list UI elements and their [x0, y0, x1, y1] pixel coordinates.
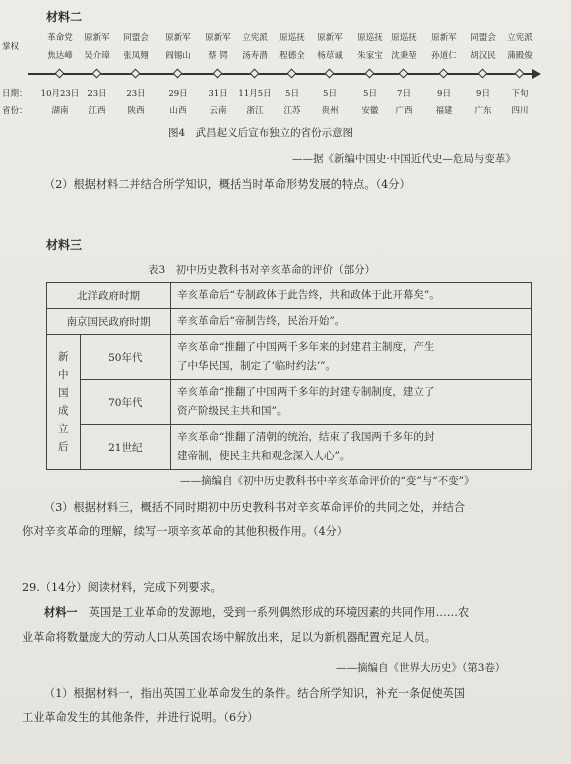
- leader-name: 沈秉堃: [391, 51, 417, 61]
- eval-line: 辛亥革命“推翻了清朝的统治，结束了我国两千多年的封: [177, 431, 435, 443]
- province-name: 江西: [88, 106, 106, 116]
- province-name: 云南: [209, 106, 227, 116]
- province-name: 陕西: [127, 106, 145, 116]
- timeline-date: 5日: [285, 89, 299, 99]
- leader-affiliation: 原新军: [317, 33, 343, 43]
- material-1-source: ——摘编自《世界大历史》（第3卷）: [336, 662, 506, 674]
- table-row: [47, 309, 532, 335]
- timeline-date: 23日: [87, 89, 107, 99]
- leader-name: 汤寿潜: [242, 51, 268, 61]
- table-caption: 表3 初中历史教科书对辛亥革命的评价（部分）: [148, 264, 376, 276]
- leader-affiliation: 原巡抚: [391, 33, 417, 43]
- timeline-diamond-marker: [92, 69, 102, 79]
- era-cell: 北洋政府时期: [47, 283, 171, 309]
- dates-label: 日期：: [2, 89, 28, 99]
- timeline-diamond-marker: [365, 69, 375, 79]
- figure-caption: 图4 武昌起义后宣布独立的省份示意图: [168, 127, 354, 139]
- timeline-date: 11月5日: [238, 89, 272, 99]
- prc-era-char: 国: [58, 387, 69, 399]
- material-1-line-2: 业革命将数量庞大的劳动人口从英国农场中解放出来，足以为新机器配置充足人员。: [22, 631, 436, 644]
- timeline-diamond-marker: [131, 69, 141, 79]
- table-row: [47, 380, 532, 425]
- leader-name: 焦达峰: [47, 51, 73, 61]
- prc-era-char: 后: [58, 441, 69, 453]
- timeline-date: 9日: [437, 89, 451, 99]
- timeline-date: 10月23日: [40, 89, 80, 99]
- prc-era-char: 立: [58, 423, 69, 435]
- leader-name: 蒲殿俊: [507, 51, 533, 61]
- prc-era-char: 中: [58, 369, 69, 381]
- leader-affiliation: 原新军: [431, 33, 457, 43]
- leader-name: 程德全: [279, 51, 305, 61]
- leader-affiliation: 同盟会: [123, 33, 149, 43]
- timeline-date: 23日: [126, 89, 146, 99]
- leader-name: 杨荩诚: [317, 51, 343, 61]
- province-name: 山西: [169, 106, 187, 116]
- timeline-diamond-marker: [439, 69, 449, 79]
- material-1-line-1: [44, 603, 469, 623]
- timeline-diamond-marker: [173, 69, 183, 79]
- timeline-date: 下旬: [511, 89, 529, 99]
- timeline-diamond-marker: [515, 69, 525, 79]
- eval-cell: 辛亥革命后“专制政体于此告终，共和政体于此开幕矣”。: [171, 283, 532, 309]
- province-name: 广东: [474, 106, 492, 116]
- eval-line: 辛亥革命“推翻了中国两千多年来的封建君主制度，产生: [177, 341, 435, 353]
- leader-affiliation: 原新军: [84, 33, 110, 43]
- prc-era-char: 成: [58, 405, 69, 417]
- timeline-date: 31日: [208, 89, 228, 99]
- table-row: [47, 335, 532, 380]
- question-3-line-2: 你对辛亥革命的理解，续写一项辛亥革命的其他积极作用。（4分）: [22, 525, 348, 538]
- evaluation-table: [46, 282, 532, 470]
- leader-name: 阎锡山: [165, 51, 191, 61]
- material-3-title: 材料三: [46, 238, 83, 252]
- leader-name: 吴介璋: [84, 51, 110, 61]
- eval-line: 辛亥革命“推翻了中国两千多年的封建专制制度，建立了: [177, 386, 435, 398]
- province-name: 浙江: [246, 106, 264, 116]
- timeline-date: 5日: [323, 89, 337, 99]
- leader-affiliation: 原新军: [205, 33, 231, 43]
- timeline-diamond-marker: [55, 69, 65, 79]
- timeline-date: 7日: [397, 89, 411, 99]
- decade-cell: 21世纪: [80, 425, 170, 470]
- province-name: 江苏: [283, 106, 301, 116]
- era-cell: 南京国民政府时期: [47, 309, 171, 335]
- timeline-date: 5日: [363, 89, 377, 99]
- timeline-diamond-marker: [250, 69, 260, 79]
- timeline-date: 29日: [168, 89, 188, 99]
- leader-affiliation: 原巡抚: [279, 33, 305, 43]
- question-3-line-1: （3）根据材料三，概括不同时期初中历史教科书对辛亥革命评价的共同之处，并结合: [44, 501, 466, 514]
- provinces-label: 省份：: [2, 106, 28, 116]
- leader-affiliation: 立宪派: [507, 33, 533, 43]
- timeline-diamond-marker: [478, 69, 488, 79]
- timeline-diamond-marker: [287, 69, 297, 79]
- decade-cell: 50年代: [80, 335, 170, 380]
- material-3-source: ——摘编自《初中历史教科书中辛亥革命评价的“变”与“不变”》: [180, 475, 475, 487]
- timeline-arrow-icon: [532, 69, 541, 79]
- decade-cell: 70年代: [80, 380, 170, 425]
- material-1-label: 材料一: [44, 606, 78, 619]
- eval-cell: [171, 380, 532, 425]
- timeline-date: 9日: [476, 89, 490, 99]
- province-name: 福建: [435, 106, 453, 116]
- province-name: 四川: [511, 106, 529, 116]
- eval-cell: [171, 335, 532, 380]
- province-name: 安徽: [361, 106, 379, 116]
- leader-name: 朱家宝: [357, 51, 383, 61]
- leader-affiliation: 革命党: [47, 33, 73, 43]
- question-29-heading: 29.（14分）阅读材料，完成下列要求。: [22, 581, 222, 594]
- timeline-diamond-marker: [399, 69, 409, 79]
- leader-name: 孙道仁: [431, 51, 457, 61]
- eval-cell: [171, 425, 532, 470]
- timeline-diamond-marker: [325, 69, 335, 79]
- prc-era-char: 新: [58, 351, 69, 363]
- table-row: [47, 425, 532, 470]
- timeline-row-label: 掌权: [2, 42, 20, 52]
- material-2-title: 材料二: [46, 10, 83, 24]
- province-name: 湖南: [51, 106, 69, 116]
- province-name: 贵州: [321, 106, 339, 116]
- timeline-axis: [28, 73, 536, 75]
- leader-affiliation: 立宪派: [242, 33, 268, 43]
- question-29-1-line-2: 工业革命发生的其他条件，并进行说明。（6分）: [22, 711, 259, 724]
- material-1-text: 英国是工业革命的发源地，受到一系列偶然形成的环境因素的共同作用……农: [77, 606, 470, 619]
- leader-name: 张凤翙: [123, 51, 149, 61]
- question-2: （2）根据材料二并结合所学知识，概括当时革命形势发展的特点。（4分）: [44, 178, 411, 191]
- eval-line: 了中华民国，制定了‘临时约法’”。: [177, 360, 337, 372]
- leader-name: 蔡 锷: [208, 51, 228, 61]
- province-name: 广西: [395, 106, 413, 116]
- leader-name: 胡汉民: [470, 51, 496, 61]
- eval-line: 建帝制，使民主共和观念深入人心”。: [177, 450, 351, 462]
- leader-affiliation: 原巡抚: [357, 33, 383, 43]
- leader-affiliation: 同盟会: [470, 33, 496, 43]
- question-29-1-line-1: （1）根据材料一，指出英国工业革命发生的条件。结合所学知识，补充一条促使英国: [44, 687, 466, 700]
- table-row: [47, 283, 532, 309]
- eval-line: 资产阶级民主共和国”。: [177, 405, 288, 417]
- eval-cell: 辛亥革命后“帝制告终，民治开始”。: [171, 309, 532, 335]
- prc-era-cell: [47, 335, 81, 470]
- material-2-source: ——据《新编中国史·中国近代史—危局与变革》: [292, 153, 516, 165]
- leader-affiliation: 原新军: [165, 33, 191, 43]
- timeline-diamond-marker: [213, 69, 223, 79]
